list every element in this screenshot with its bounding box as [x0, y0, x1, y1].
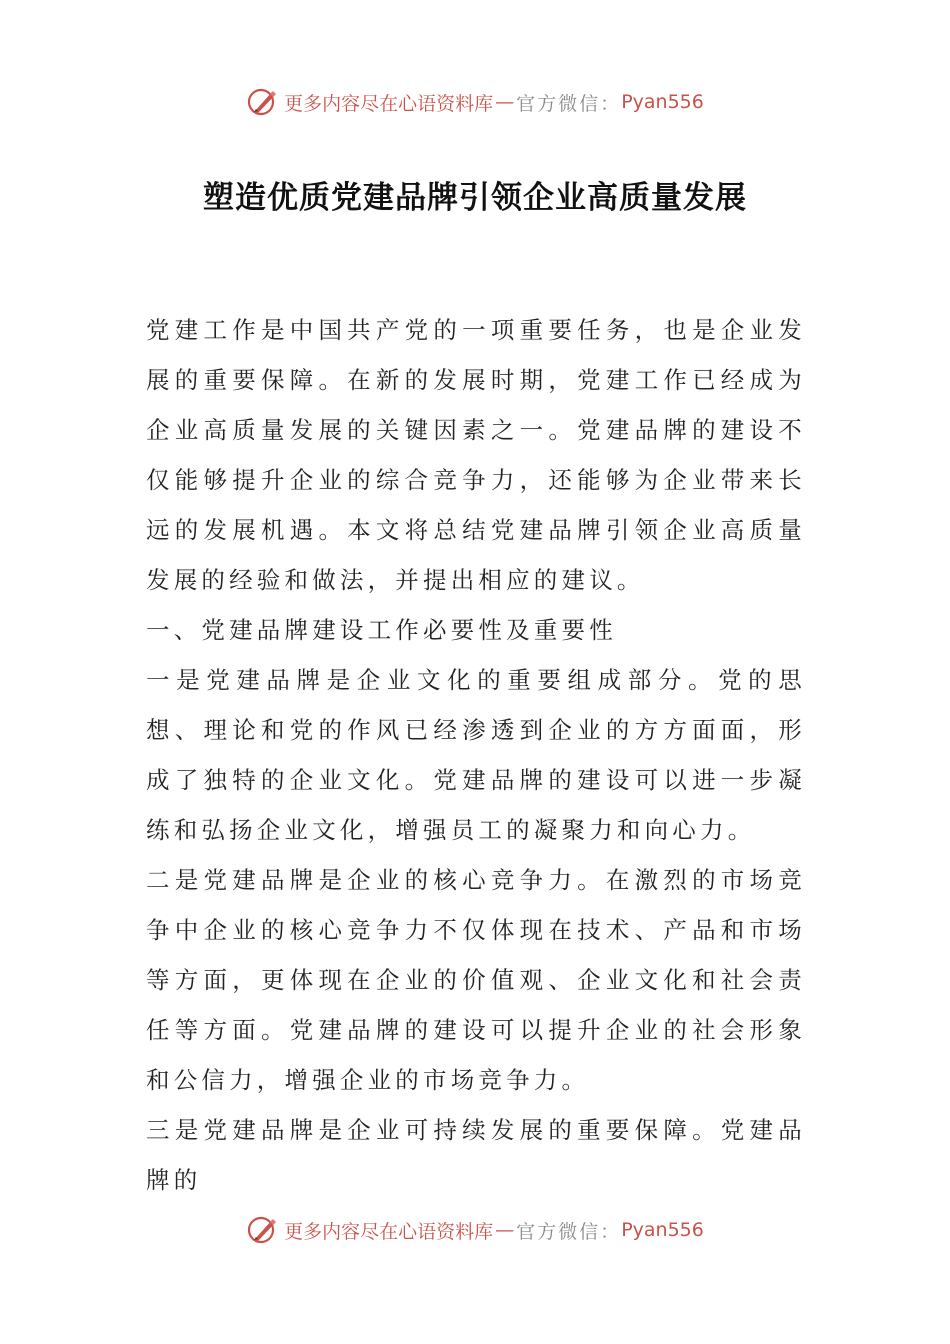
watermark-brand: 更多内容尽在心语资料库 [284, 92, 494, 115]
document-title: 塑造优质党建品牌引领企业高质量发展 [203, 180, 747, 216]
header-watermark [0, 82, 950, 122]
watermark-dash: — [495, 91, 515, 113]
pen-in-circle-icon [246, 85, 280, 119]
paragraph-point-3: 三是党建品牌是企业可持续发展的重要保障。党建品牌的 [146, 1116, 806, 1194]
watermark-brand: 更多内容尽在心语资料库 [284, 1220, 494, 1243]
paragraph-point-2: 二是党建品牌是企业的核心竞争力。在激烈的市场竞争中企业的核心竞争力不仅体现在技术、产品和市场等方面，更体现在企业的价值观、企业文化和社会责任等方面。党建品牌的建设可以提升企业的社会形象和公信力，增强企业的市场竞争力。 [146, 866, 806, 1094]
watermark-wechat-id: Pyan556 [621, 1219, 704, 1241]
paragraph-intro: 党建工作是中国共产党的一项重要任务，也是企业发展的重要保障。在新的发展时期，党建工作已经成为企业高质量发展的关键因素之一。党建品牌的建设不仅能够提升企业的综合竞争力，还能够为企业带来长远的发展机遇。本文将总结党建品牌引领企业高质量发展的经验和做法，并提出相应的建议。 [146, 316, 806, 594]
section-heading: 一、党建品牌建设工作必要性及重要性 [146, 616, 617, 644]
watermark-label: 官方微信： [516, 1220, 622, 1243]
watermark-wechat-id: Pyan556 [621, 91, 704, 113]
watermark-dash: — [495, 1219, 515, 1241]
pen-in-circle-icon [246, 1213, 280, 1247]
watermark-label: 官方微信： [516, 92, 622, 115]
paragraph-point-1: 一是党建品牌是企业文化的重要组成部分。党的思想、理论和党的作风已经渗透到企业的方方面面，形成了独特的企业文化。党建品牌的建设可以进一步凝练和弘扬企业文化，增强员工的凝聚力和向心力。 [146, 666, 806, 844]
footer-watermark [0, 1210, 950, 1250]
document-body [146, 305, 806, 1205]
